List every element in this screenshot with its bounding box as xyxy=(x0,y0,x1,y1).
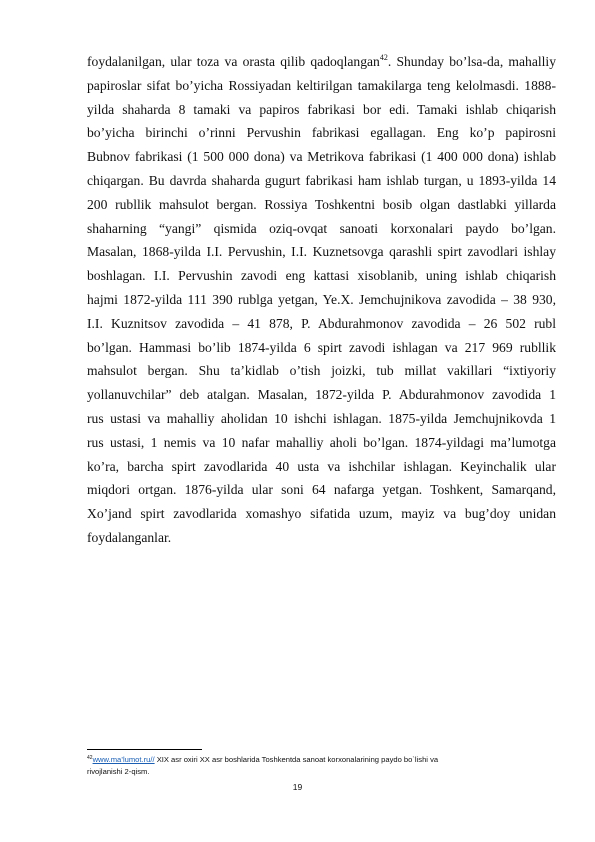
paragraph-line-12: I.I. Kuznitsov zavodida – 41 878, P. Abdurahmonov zavodida – 26 502 rubl xyxy=(87,315,556,331)
paragraph-line-20: Xo’jand spirt zavodlarida xomashyo sifatida uzum, mayiz va bug’doy unidan xyxy=(87,506,556,522)
footnote-line-2: rivojlanishi 2-qism. xyxy=(87,766,150,776)
footnote-link[interactable]: www.ma’lumot.ru// xyxy=(92,755,155,764)
paragraph-line-8: shaharning “yangi” qismida oziq-ovqat sanoati korxonalari paydo bo’lgan. xyxy=(87,220,556,236)
paragraph-line-7: 200 rubllik mahsulot bergan. Rossiya Toshkentni bosib olgan dastlabki yillarda xyxy=(87,196,556,212)
paragraph-line-3: yilda shaharda 8 tamaki va papiros fabrikasi bor edi. Tamaki ishlab chiqarish xyxy=(87,101,556,117)
footnote-line-1 xyxy=(87,754,557,766)
paragraph-line-5: Bubnov fabrikasi (1 500 000 dona) va Metrikova fabrikasi (1 400 000 dona) ishlab xyxy=(87,149,556,165)
paragraph-line-18: ko’ra, barcha spirt zavodlarida 40 usta va ishchilar ishlagan. Keyinchalik ular xyxy=(87,458,556,474)
footnote-text: XIX asr oxiri XX asr boshlarida Toshkentda sanoat korxonalarining paydo bo`lishi va xyxy=(154,755,439,764)
paragraph-line-2: papiroslar sifat bo’yicha Rossiyadan keltirilgan tamakilarga teng kelolmasdi. 1888- xyxy=(87,77,556,93)
paragraph-line-10: boshlagan. I.I. Pervushin zavodi eng kattasi xisoblanib, uning ishlab chiqarish xyxy=(87,268,556,284)
page-number: 19 xyxy=(292,782,303,792)
footnote-number: 42 xyxy=(87,755,93,761)
paragraph-line-15: yollanuvchilar” deb atalgan. Masalan, 1872-yilda P. Abdurahmonov zavodida 1 xyxy=(87,387,556,403)
paragraph-line-9: Masalan, 1868-yilda I.I. Pervushin, I.I. Kuznetsovga qarashli spirt zavodlari ishlay xyxy=(87,244,556,260)
paragraph-line-16: rus ustasi va mahalliy aholidan 10 ishchi ishlagan. 1875-yilda Jemchujnikovda 1 xyxy=(87,410,556,426)
footnote-separator xyxy=(87,749,202,750)
paragraph-line-17: rus ustasi, 1 nemis va 10 nafar mahalliy aholi bo’lgan. 1874-yildagi ma’lumotga xyxy=(87,434,556,450)
paragraph-line-13: bo’lgan. Hammasi bo’lib 1874-yilda 6 spirt zavodi ishlagan va 217 969 rubllik xyxy=(87,339,556,355)
paragraph-line-6: chiqargan. Bu davrda shaharda gugurt fabrikasi ham ishlab turgan, u 1893-yilda 14 xyxy=(87,172,556,188)
paragraph-line-14: mahsulot bergan. Shu ta’kidlab o’tish joizki, tub millat vakillari “ixtiyoriy xyxy=(87,363,556,379)
paragraph-line-1: foydalanilgan, ular toza va orasta qilib qadoqlangan$^{42}$. Shunday bo’lsa-da, mahalliy xyxy=(87,53,556,69)
main-paragraph xyxy=(87,50,556,550)
footnote-reference[interactable]: 42 xyxy=(379,53,388,62)
paragraph-line-19: miqdori ortgan. 1876-yilda ular soni 64 nafarga yetgan. Toshkent, Samarqand, xyxy=(87,482,556,498)
footnote xyxy=(87,754,557,777)
paragraph-line-11: hajmi 1872-yilda 111 390 rublga yetgan, Ye.X. Jemchujnikova zavodida – 38 930, xyxy=(87,291,556,307)
paragraph-line-21: foydalanganlar. xyxy=(87,529,172,545)
paragraph-line-4: bo’yicha birinchi o’rinni Pervushin fabrikasi egallagan. Eng ko’p papirosni xyxy=(87,125,556,141)
